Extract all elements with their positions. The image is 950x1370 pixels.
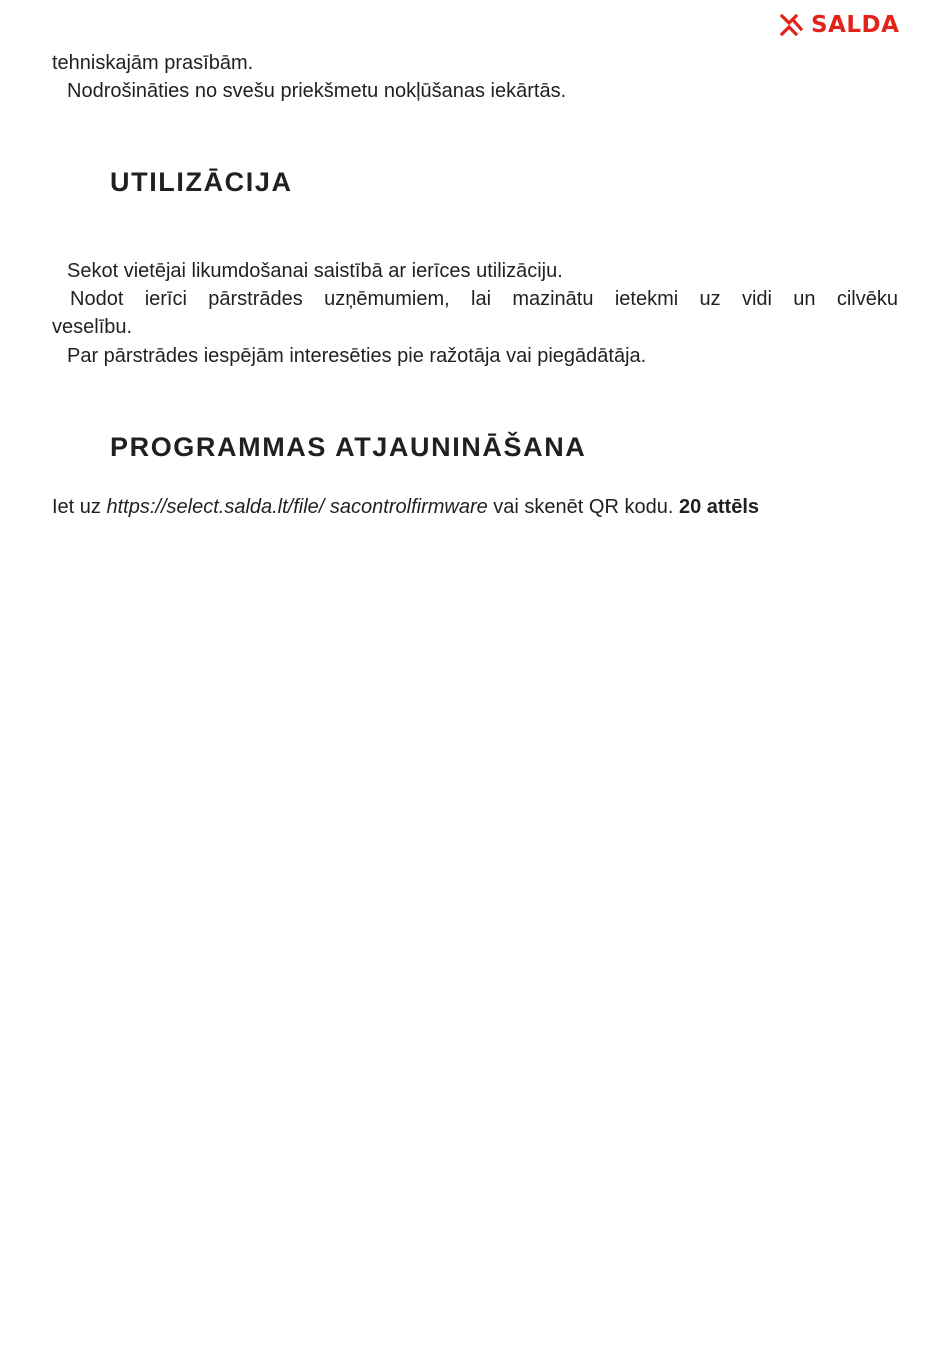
brand-logo bbox=[779, 12, 899, 38]
firmware-text-before: Iet uz bbox=[52, 496, 107, 518]
figure-reference: 20 attēls bbox=[678, 496, 760, 518]
disposal-paragraph-2: Nodot ierīci pārstrādes uzņēmumiem, lai mazinātu ietekmi uz vidi un cilvēku bbox=[70, 288, 898, 310]
firmware-text-after: vai skenēt QR kodu. bbox=[487, 496, 679, 518]
disposal-paragraph-2-end: veselību. bbox=[52, 316, 133, 338]
safety-line-2: Nodrošināties no svešu priekšmetu nokļūšanas iekārtās. bbox=[67, 80, 567, 102]
salda-logo-icon bbox=[779, 13, 803, 37]
disposal-heading: UTILIZĀCIJA bbox=[110, 167, 293, 197]
safety-line-1: tehniskajām prasībām. bbox=[52, 52, 254, 74]
firmware-instructions bbox=[52, 493, 898, 521]
disposal-paragraph-3: Par pārstrādes iespējām interesēties pie ražotāja vai piegādātāja. bbox=[67, 345, 647, 367]
brand-name: SALDA bbox=[811, 12, 900, 38]
firmware-heading: PROGRAMMAS ATJAUNINĀŠANA bbox=[110, 432, 587, 462]
firmware-url-link[interactable]: https://select.salda.lt/file/ sacontrolfirmware bbox=[106, 496, 488, 518]
disposal-paragraph-1: Sekot vietējai likumdošanai saistībā ar ierīces utilizāciju. bbox=[67, 260, 563, 282]
